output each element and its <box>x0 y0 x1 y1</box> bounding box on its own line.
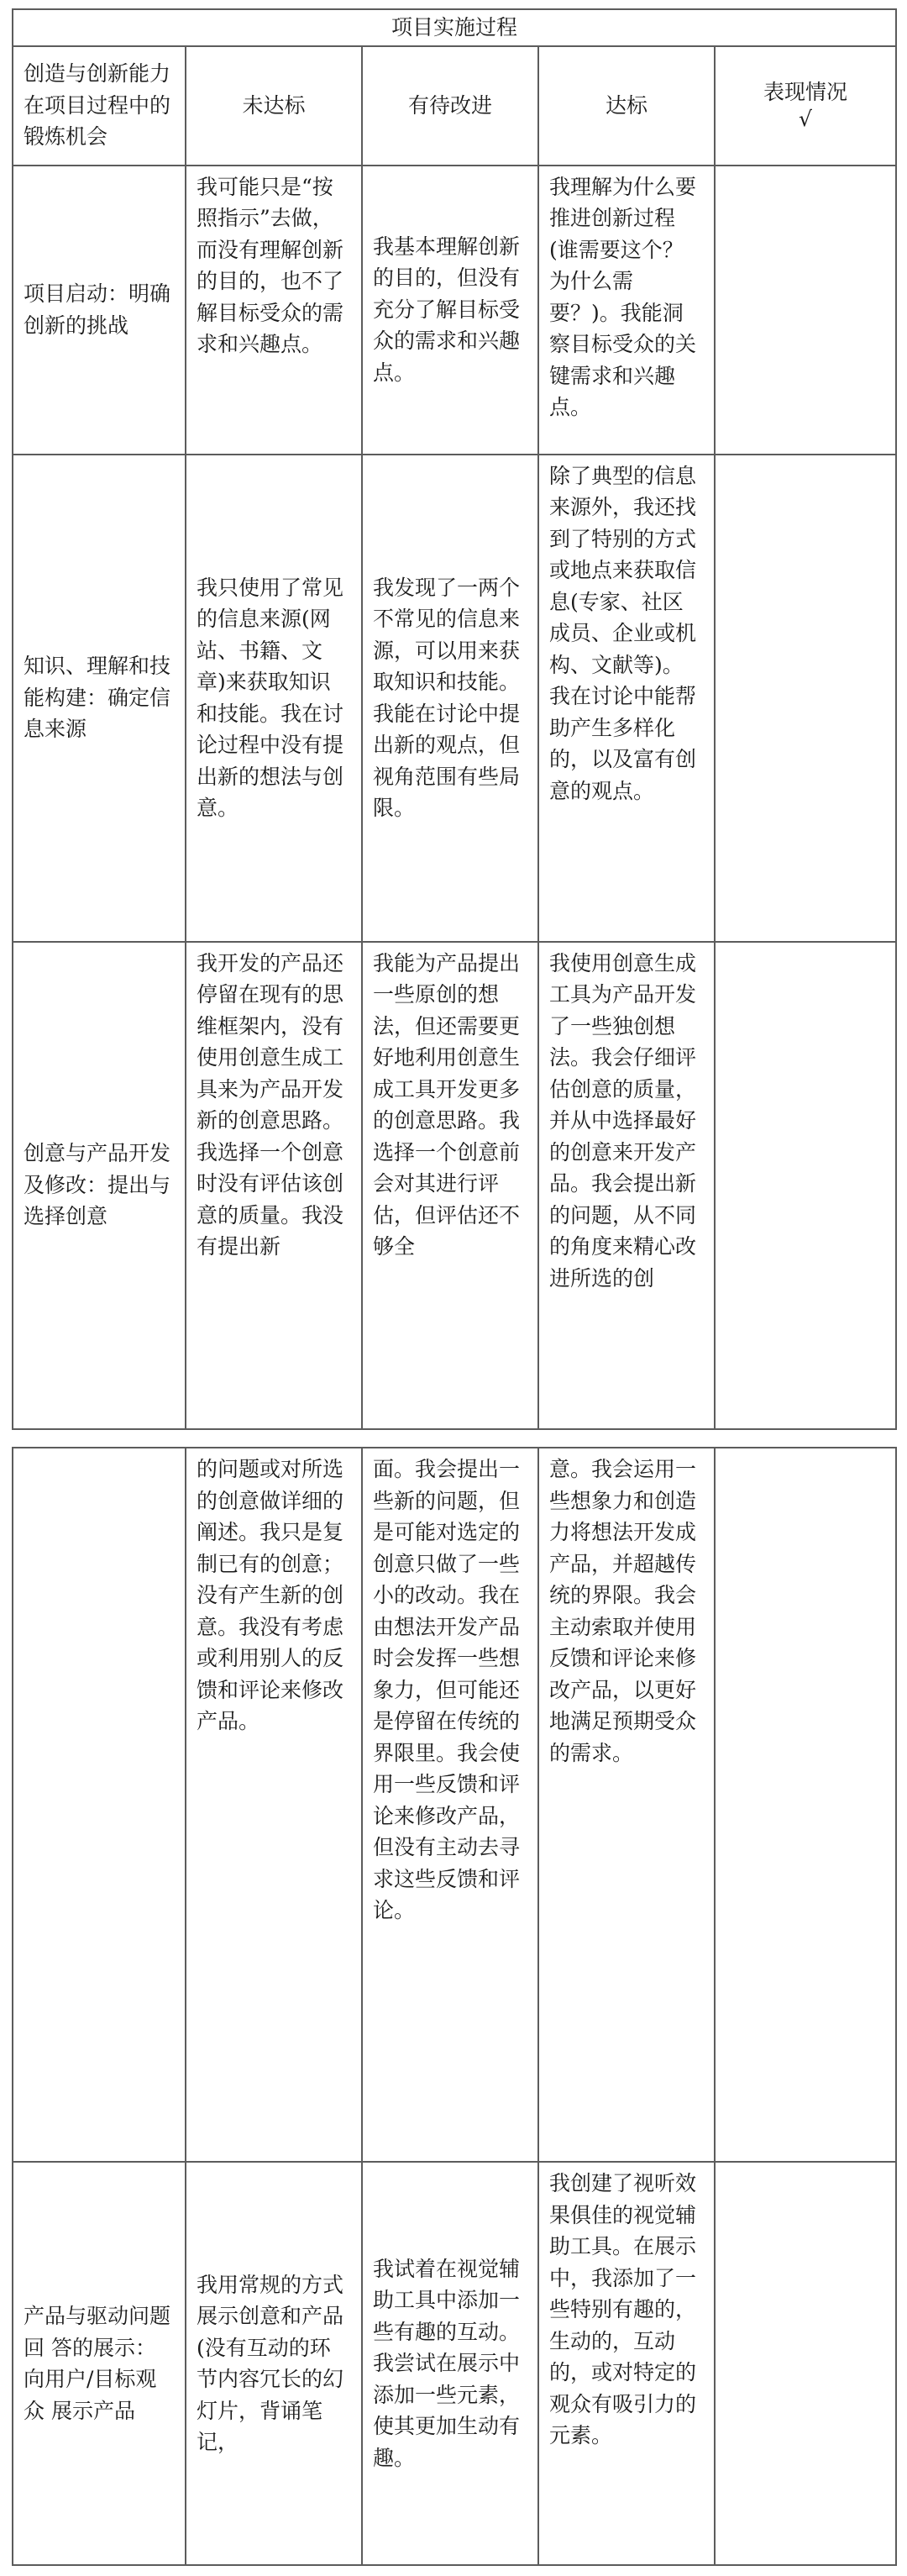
criterion-cell: 知识、理解和技能构建：确定信息来源 <box>13 455 186 942</box>
not-met-cell: 的问题或对所选的创意做详细的阐述。我只是复制已有的创意；没有产生新的创意。我没有考虑或利用别人的反馈和评论来修改产品。 <box>186 1448 362 2162</box>
criterion-cell: 产品与驱动问题回 答的展示：向用户/目标观众 展示产品 <box>13 2162 186 2565</box>
criterion-cell: 创意与产品开发 及修改：提出与选择创意 <box>13 942 186 1429</box>
not-met-cell: 我用常规的方式展示创意和产品(没有互动的环节内容冗长的幻灯片，背诵笔记， <box>186 2162 362 2565</box>
improve-cell: 我能为产品提出一些原创的想法，但还需要更好地利用创意生成工具开发更多的创意思路。我选择一个创意前会对其进行评估，但评估还不够全 <box>362 942 538 1429</box>
met-cell: 我理解为什么要推进创新过程(谁需要这个？为什么需要？)。我能洞察目标受众的关键需求和兴趣点。 <box>538 166 715 455</box>
rubric-table-page-2 <box>12 1447 897 2566</box>
not-met-cell: 我可能只是“按照指示”去做，而没有理解创新的目的，也不了解目标受众的需求和兴趣点。 <box>186 166 362 455</box>
met-cell: 我创建了视听效果俱佳的视觉辅助工具。在展示中，我添加了一些特别有趣的，生动的，互动的，或对特定的观众有吸引力的元素。 <box>538 2162 715 2565</box>
rubric-table-page-1 <box>12 8 897 1430</box>
header-improve: 有待改进 <box>362 46 538 166</box>
performance-cell[interactable] <box>715 942 896 1429</box>
criterion-cell <box>13 1448 186 2162</box>
met-cell: 除了典型的信息来源外，我还找到了特别的方式或地点来获取信息(专家、社区成员、企业或机构、文献等)。我在讨论中能帮助产生多样化的，以及富有创意的观点。 <box>538 455 715 942</box>
performance-cell[interactable] <box>715 166 896 455</box>
table-title: 项目实施过程 <box>13 9 896 46</box>
performance-cell[interactable] <box>715 2162 896 2565</box>
header-performance <box>715 46 896 166</box>
not-met-cell: 我只使用了常见的信息来源(网站、书籍、文章)来获取知识和技能。我在讨论过程中没有提出新的想法与创意。 <box>186 455 362 942</box>
table-row <box>13 1448 896 2162</box>
check-mark: √ <box>799 106 812 131</box>
performance-cell[interactable] <box>715 455 896 942</box>
criterion-cell: 项目启动：明确创新的挑战 <box>13 166 186 455</box>
header-criterion: 创造与创新能力在项目过程中的锻炼机会 <box>13 46 186 166</box>
improve-cell: 我发现了一两个不常见的信息来源，可以用来获取知识和技能。我能在讨论中提出新的观点，但视角范围有些局限。 <box>362 455 538 942</box>
table-row <box>13 942 896 1429</box>
improve-cell: 我试着在视觉辅助工具中添加一些有趣的互动。我尝试在展示中添加一些元素，使其更加生动有趣。 <box>362 2162 538 2565</box>
improve-cell: 我基本理解创新的目的，但没有充分了解目标受众的需求和兴趣点。 <box>362 166 538 455</box>
table-row <box>13 166 896 455</box>
header-not-met: 未达标 <box>186 46 362 166</box>
header-performance-label: 表现情况 <box>763 79 847 104</box>
table-row <box>13 2162 896 2565</box>
improve-cell: 面。我会提出一些新的问题，但是可能对选定的创意只做了一些小的改动。我在由想法开发产品时会发挥一些想象力，但可能还是停留在传统的界限里。我会使用一些反馈和评论来修改产品，但没有主动去寻求这些反馈和评论。 <box>362 1448 538 2162</box>
met-cell: 意。我会运用一些想象力和创造力将想法开发成产品，并超越传统的界限。我会主动索取并使用反馈和评论来修改产品，以更好地满足预期受众的需求。 <box>538 1448 715 2162</box>
table-row <box>13 455 896 942</box>
header-met: 达标 <box>538 46 715 166</box>
not-met-cell: 我开发的产品还停留在现有的思维框架内，没有使用创意生成工具来为产品开发新的创意思路。我选择一个创意时没有评估该创意的质量。我没有提出新 <box>186 942 362 1429</box>
performance-cell[interactable] <box>715 1448 896 2162</box>
met-cell: 我使用创意生成工具为产品开发了一些独创想法。我会仔细评估创意的质量，并从中选择最好的创意来开发产品。我会提出新的问题，从不同的角度来精心改进所选的创 <box>538 942 715 1429</box>
